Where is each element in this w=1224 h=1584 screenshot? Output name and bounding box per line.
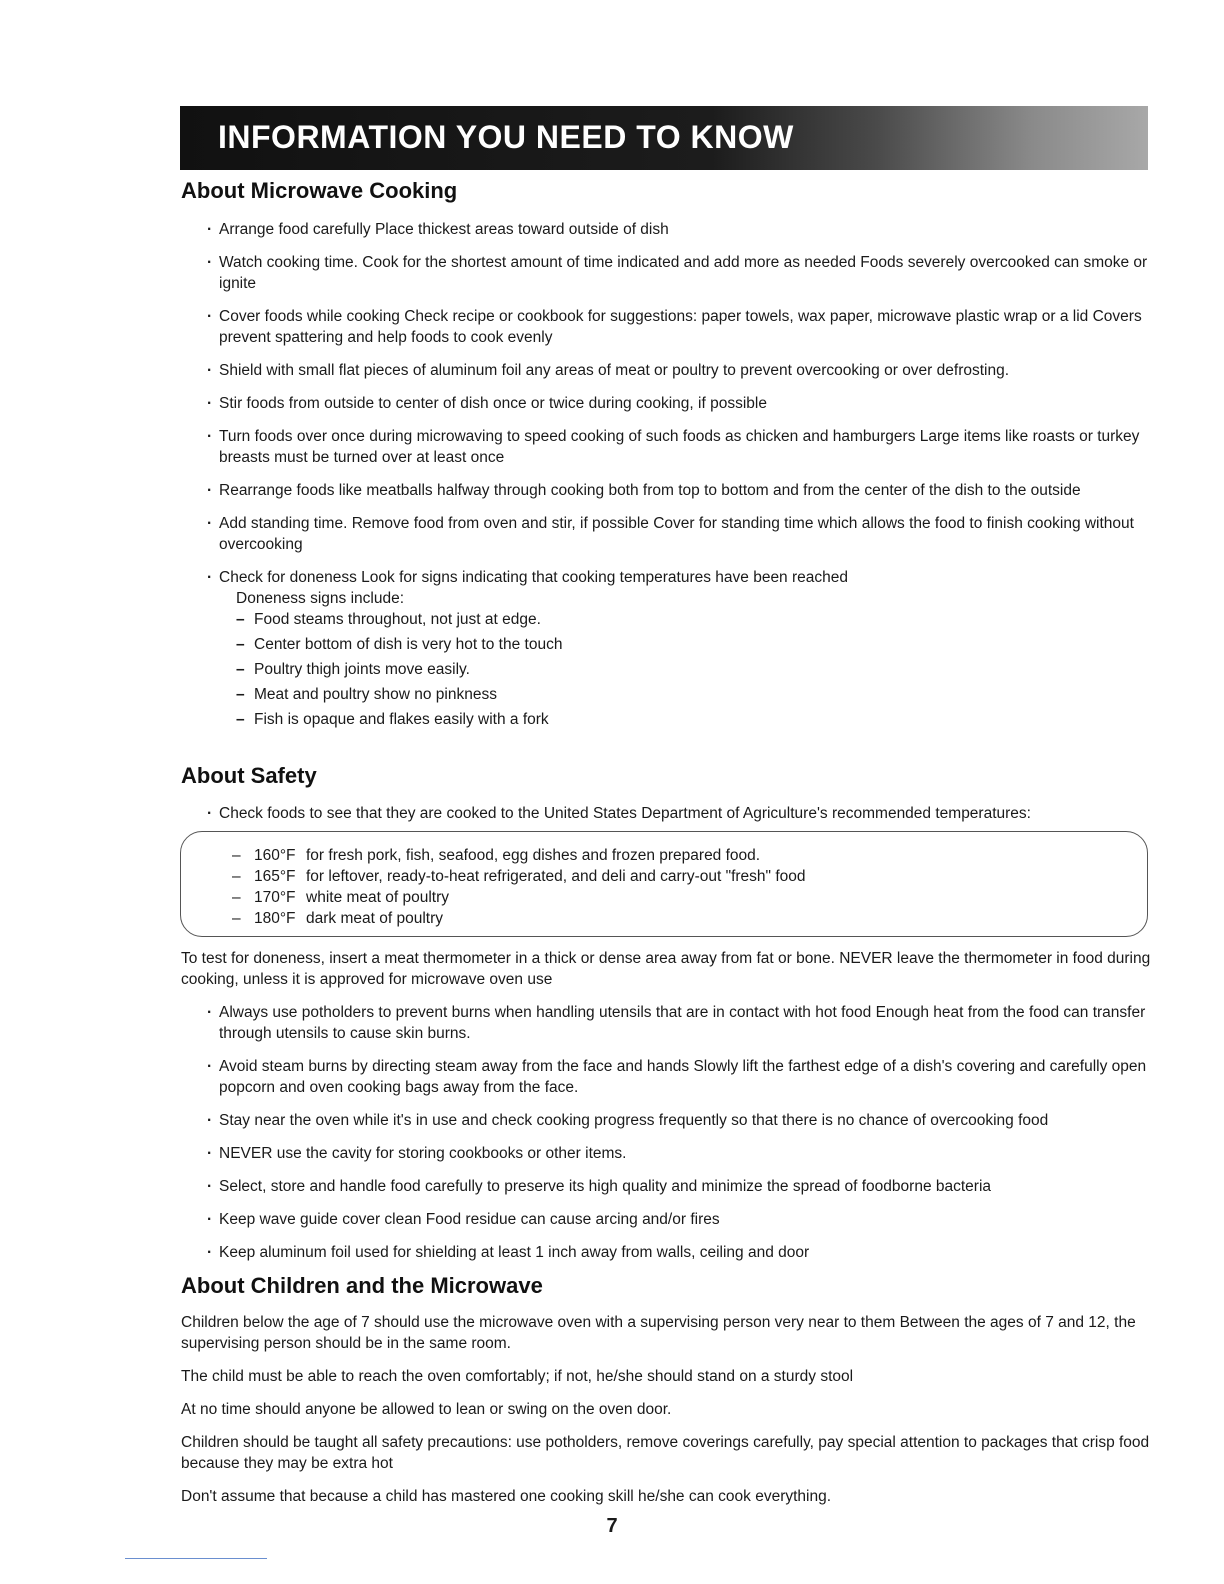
temperature-value: 160°F — [254, 847, 296, 864]
cooking-tips-list — [207, 219, 1152, 734]
list-item: · Cover foods while cooking Check recipe or cookbook for suggestions: paper towels, wax paper, microwave plastic wrap or a lid Covers prevent spattering and help foods to cook evenly — [207, 306, 1152, 348]
doneness-sign: – Poultry thigh joints move easily. — [236, 659, 1152, 680]
heading-microwave-cooking: About Microwave Cooking — [181, 178, 458, 203]
paragraph: At no time should anyone be allowed to lean or swing on the oven door. — [181, 1401, 672, 1418]
paragraph: Don't assume that because a child has mastered one cooking skill he/she can cook everything. — [181, 1488, 832, 1505]
page-title: INFORMATION YOU NEED TO KNOW — [218, 119, 794, 155]
temperature-row — [232, 908, 806, 929]
list-item: · Always use potholders to prevent burns when handling utensils that are in contact with hot food Enough heat from the food can transfer through utensils to cause skin burns. — [207, 1002, 1152, 1044]
temperature-value: 170°F — [254, 889, 296, 906]
list-item: · Check foods to see that they are cooked to the United States Department of Agriculture's recommended temperatures: — [207, 803, 1152, 824]
paragraph: The child must be able to reach the oven comfortably; if not, he/she should stand on a sturdy stool — [181, 1368, 854, 1385]
heading-safety: About Safety — [181, 763, 317, 788]
temperature-desc: dark meat of poultry — [306, 910, 443, 927]
footer-rule — [125, 1558, 267, 1559]
list-item: · Watch cooking time. Cook for the shortest amount of time indicated and add more as needed Foods severely overcooked can smoke or ignite — [207, 252, 1152, 294]
list-item: · Turn foods over once during microwaving to speed cooking of such foods as chicken and hamburgers Large items like roasts or turkey breasts must be turned over at least once — [207, 426, 1152, 468]
paragraph: Children below the age of 7 should use the microwave oven with a supervising person very near to them Between the ages of 7 and 12, the supervising person should be in the same room. — [181, 1314, 1136, 1352]
header-banner — [180, 106, 1148, 170]
list-item: · Stir foods from outside to center of dish once or twice during cooking, if possible — [207, 393, 1152, 414]
list-item: · Select, store and handle food carefully to preserve its high quality and minimize the spread of foodborne bacteria — [207, 1176, 1152, 1197]
thermometer-note — [181, 948, 1151, 1002]
doneness-check-text: Check for doneness Look for signs indicating that cooking temperatures have been reached — [219, 569, 848, 586]
temperature-value: 165°F — [254, 868, 296, 885]
list-item: · Rearrange foods like meatballs halfway through cooking both from top to bottom and from the center of the dish to the outside — [207, 480, 1152, 501]
list-item: · Keep aluminum foil used for shielding at least 1 inch away from walls, ceiling and door — [207, 1242, 1152, 1263]
doneness-sign: – Center bottom of dish is very hot to the touch — [236, 634, 1152, 655]
temperature-desc: for fresh pork, fish, seafood, egg dishes and frozen prepared food. — [306, 847, 761, 864]
list-item — [207, 567, 1152, 730]
list-item: · Shield with small flat pieces of aluminum foil any areas of meat or poultry to prevent overcooking or over defrosting. — [207, 360, 1152, 381]
doneness-sign: – Food steams throughout, not just at edge. — [236, 609, 1152, 630]
list-item: · Stay near the oven while it's in use and check cooking progress frequently so that there is no chance of overcooking food — [207, 1110, 1152, 1131]
temperature-list — [232, 845, 806, 929]
list-item: · Arrange food carefully Place thickest areas toward outside of dish — [207, 219, 1152, 240]
paragraph: To test for doneness, insert a meat thermometer in a thick or dense area away from fat or bone. NEVER leave the thermometer in food during cooking, unless it is approved for microwave oven use — [181, 950, 1151, 988]
list-item: · Add standing time. Remove food from oven and stir, if possible Cover for standing time which allows the food to finish cooking without overcooking — [207, 513, 1152, 555]
safety-tips-list — [207, 1002, 1152, 1275]
temperature-value: 180°F — [254, 910, 296, 927]
doneness-signs-list — [219, 609, 1152, 730]
list-item: · NEVER use the cavity for storing cookbooks or other items. — [207, 1143, 1152, 1164]
heading-children: About Children and the Microwave — [181, 1273, 543, 1298]
list-item: · Avoid steam burns by directing steam away from the face and hands Slowly lift the farthest edge of a dish's covering and carefully open popcorn and oven cooking bags away from the face. — [207, 1056, 1152, 1098]
doneness-intro: Doneness signs include: — [236, 590, 405, 607]
temperature-desc: white meat of poultry — [306, 889, 450, 906]
doneness-sign: – Fish is opaque and flakes easily with a fork — [236, 709, 1152, 730]
temperature-row — [232, 845, 806, 866]
temperature-row — [232, 887, 806, 908]
children-paragraphs — [181, 1312, 1151, 1519]
list-item: · Keep wave guide cover clean Food residue can cause arcing and/or fires — [207, 1209, 1152, 1230]
page-number: 7 — [606, 1515, 618, 1537]
paragraph: Children should be taught all safety precautions: use potholders, remove coverings carefully, pay special attention to packages that crisp food because they may be extra hot — [181, 1434, 1150, 1472]
temperature-desc: for leftover, ready-to-heat refrigerated, and deli and carry-out "fresh" food — [306, 868, 806, 885]
doneness-sign: – Meat and poultry show no pinkness — [236, 684, 1152, 705]
temperature-row — [232, 866, 806, 887]
